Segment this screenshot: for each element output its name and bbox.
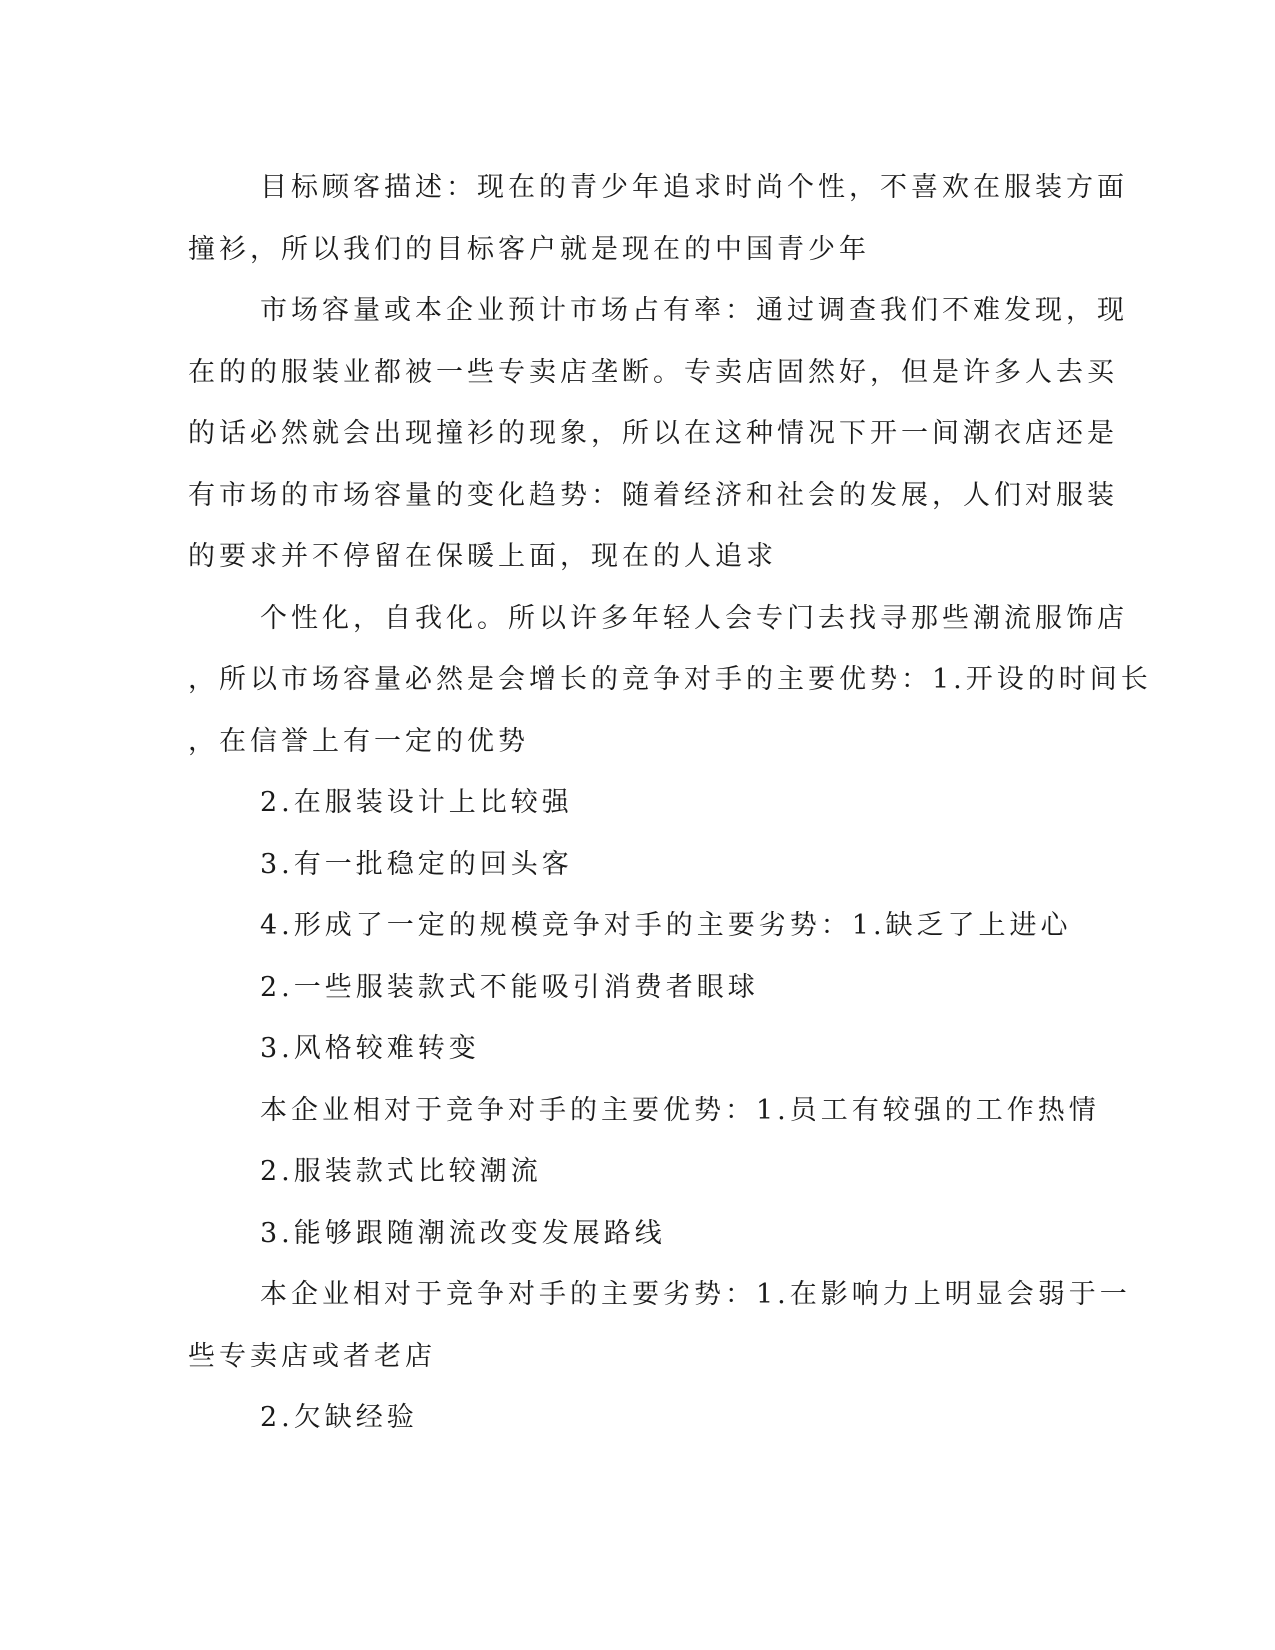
list-item-own-strength-2 [188,1141,1068,1203]
text-line: 3.风格较难转变 [260,1033,480,1064]
list-item-own-weakness-2 [188,1387,1068,1449]
text-line: 市场容量或本企业预计市场占有率：通过调查我们不难发现，现 [260,295,1128,326]
text-line: ，在信誉上有一定的优势 [188,725,529,757]
text-line: 3.有一批稳定的回头客 [260,848,573,880]
text-line: 撞衫，所以我们的目标客户就是现在的中国青少年 [188,233,870,265]
paragraph-market-trend [188,588,1152,773]
text-line: 有市场的市场容量的变化趋势：随着经济和社会的发展，人们对服装 [188,479,1118,511]
text-line: 些专卖店或者老店 [188,1340,436,1372]
paragraph-market-capacity [188,280,1128,588]
text-line: ，所以市场容量必然是会增长的竞争对手的主要优势：1.开设的时间长 [188,664,1152,695]
document-body [188,157,1152,1449]
list-item-competitor-strength-4 [188,895,1072,957]
text-line: 个性化，自我化。所以许多年轻人会专门去找寻那些潮流服饰店 [260,602,1128,634]
text-line: 目标顾客描述：现在的青少年追求时尚个性，不喜欢在服装方面 [260,172,1128,203]
text-line: 2.服装款式比较潮流 [260,1156,542,1187]
list-item-competitor-strength-3 [188,834,1068,896]
paragraph-target-customers [188,157,1128,280]
text-line: 4.形成了一定的规模竞争对手的主要劣势：1.缺乏了上进心 [260,910,1072,941]
list-item-own-strength-3 [188,1203,1068,1265]
text-line: 2.在服装设计上比较强 [260,787,573,818]
text-line: 3.能够跟随潮流改变发展路线 [260,1217,666,1249]
list-item-competitor-weakness-3 [188,1018,1068,1080]
text-line: 在的的服装业都被一些专卖店垄断。专卖店固然好，但是许多人去买 [188,356,1118,388]
text-line: 本企业相对于竞争对手的主要优势：1.员工有较强的工作热情 [260,1094,1100,1126]
text-line: 的话必然就会出现撞衫的现象，所以在这种情况下开一间潮衣店还是 [188,418,1118,449]
paragraph-own-weaknesses [188,1264,1131,1387]
list-item-competitor-weakness-2 [188,957,1068,1019]
paragraph-own-strengths [188,1080,1100,1142]
text-line: 2.欠缺经验 [260,1402,418,1433]
text-line: 本企业相对于竞争对手的主要劣势：1.在影响力上明显会弱于一 [260,1279,1131,1310]
text-line: 的要求并不停留在保暖上面，现在的人追求 [188,541,777,572]
list-item-competitor-strength-2 [188,772,1068,834]
text-line: 2.一些服装款式不能吸引消费者眼球 [260,971,759,1003]
